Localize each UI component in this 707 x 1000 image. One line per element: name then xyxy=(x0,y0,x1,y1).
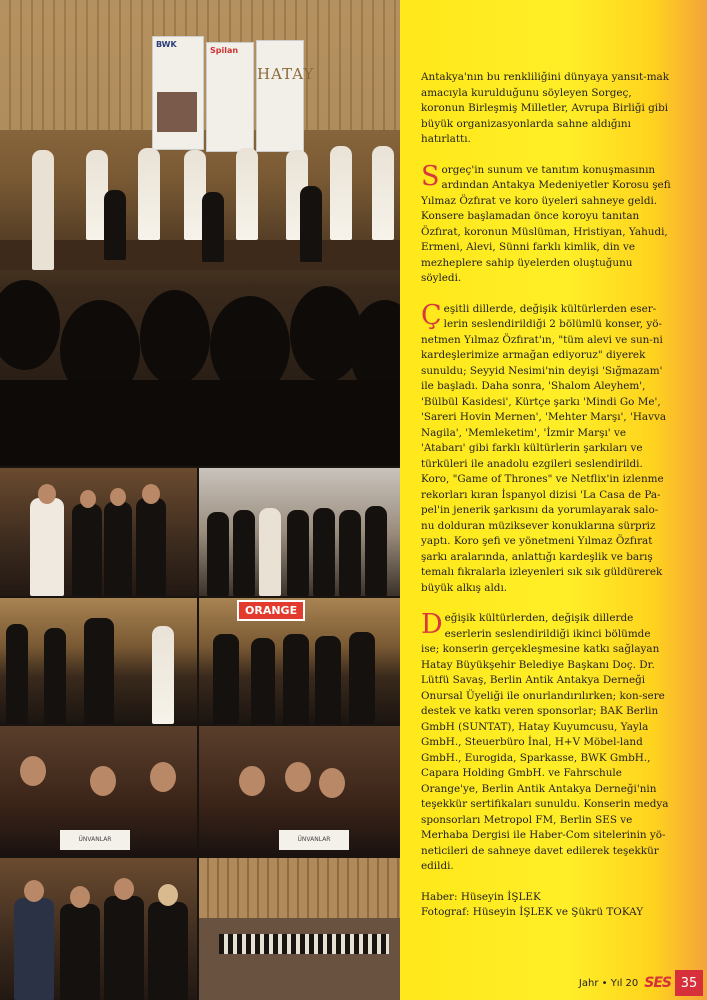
sponsor-banner-spilan: Spilan xyxy=(206,42,254,152)
audience-head xyxy=(150,762,176,792)
orange-sign: ORANGE xyxy=(237,600,305,621)
guest xyxy=(283,634,309,724)
page-footer xyxy=(579,970,703,996)
guest xyxy=(213,634,239,724)
drop-cap: Ç xyxy=(421,299,442,331)
audience-head xyxy=(319,768,345,798)
choir-member xyxy=(287,510,309,596)
guest xyxy=(30,498,64,596)
certificate-photo-right xyxy=(199,598,400,724)
choir-singer xyxy=(138,148,160,240)
guest xyxy=(148,902,188,1000)
audience-head xyxy=(20,756,46,786)
hall-group-photo xyxy=(199,468,400,596)
guest-head xyxy=(114,878,134,900)
guest xyxy=(136,498,166,596)
certificate-photo-left xyxy=(0,598,197,724)
text-panel xyxy=(400,0,707,1000)
guest xyxy=(60,904,100,1000)
choir-member xyxy=(44,628,66,724)
presenter xyxy=(84,618,114,724)
sponsor-banner-hatay: HATAY xyxy=(256,40,304,152)
choir-member xyxy=(313,508,335,596)
page-number: 35 xyxy=(675,970,703,996)
conductor xyxy=(32,150,54,270)
article-body xyxy=(421,70,671,921)
audience-head xyxy=(239,766,265,796)
guest xyxy=(251,638,275,724)
paragraph: Değişik kültürlerden, değişik dillerde eserlerin seslendirildiği ikinci bölümde ise; konserin gerçekleşmesine katkı sağlayan Hatay Büyükşehir Belediye Başkanı Doç. Dr. Lütfü Savaş, Berlin Antik Antakya Derneği Onursal Üyeliği ile onurlandırılırken; kon-sere destek ve katkı veren sponsorlar; BAK Berlin GmbH (SUNTAT), Hatay Kuyumcusu, Yayla GmbH., Steuerbüro İnal, H+V Möbel-land GmbH., Eurogida, Sparkasse, BWK GmbH., Capara Holding GmbH. ve Fahrschule Orange'ye, Berlin Antik Antakya Derneği'nin teşekkür sertifikaları sunuldu. Konserin medya sponsorları Metropol FM, Berlin SES ve Merhaba Dergisi ile Haber-Com sitelerinin yö-neticileri de sahneye davet edilerek teşekkür edildi. xyxy=(421,609,669,872)
guest xyxy=(104,896,144,1000)
choir-member xyxy=(207,512,229,596)
audience-head xyxy=(90,766,116,796)
group-photo xyxy=(0,468,197,596)
guest-head xyxy=(80,490,96,508)
news-credit: Haber: Hüseyin İŞLEK xyxy=(421,890,541,903)
choir-stage-photo xyxy=(0,0,400,466)
guest-head xyxy=(24,880,44,902)
drop-cap: D xyxy=(421,609,443,640)
drop-cap: S xyxy=(421,160,440,192)
paragraph: Sorgeç'in sunum ve tanıtım konuşmasının ardından Antakya Medeniyetler Korosu şefi Yılmaz Özfırat ve koro üyeleri sahneye geldi. Konsere başlamadan önce koroyu tanıtan Özfırat, koronun Müslüman, Hristiyan, Yahudi, Ermeni, Alevi, Sünni farklı kimlik, din ve mezheplere sahip üyelerden oluştuğunu söyledi. xyxy=(421,160,671,284)
audience-head xyxy=(0,280,60,370)
credits xyxy=(421,890,671,921)
choir-member xyxy=(365,506,387,596)
guest xyxy=(315,636,341,724)
choir-member xyxy=(259,508,281,596)
choir-member xyxy=(233,510,255,596)
choir-member xyxy=(339,510,361,596)
audience-photo-left xyxy=(0,726,197,856)
certificate-sign: ÜNVANLAR xyxy=(60,830,130,850)
guest-head xyxy=(142,484,160,504)
certificate-sign: ÜNVANLAR xyxy=(279,830,349,850)
audience-head xyxy=(285,762,311,792)
musician xyxy=(202,192,224,262)
choir-singer xyxy=(372,146,394,240)
audience-head xyxy=(140,290,210,385)
ses-logo: SES xyxy=(644,975,671,991)
guest-head xyxy=(38,484,56,504)
guests-photo xyxy=(0,858,197,1000)
musician xyxy=(300,186,322,262)
wide-stage-photo xyxy=(199,858,400,1000)
paragraph: Çeşitli dillerde, değişik kültürlerden eser-lerin seslendirildiği 2 bölümlü konser, yö-netmen Yılmaz Özfırat'ın, "tüm alevi ve sun-ni kardeşlerimize armağan ediyoruz" diyerek sunuldu; Seyyid Nesimi'nin deyişi 'Sığmazam' ile başladı. Daha sonra, 'Shalom Aleyhem', 'Bülbül Kasidesi', Kürtçe şarkı 'Mindi Go Me', 'Sareri Hovin Mernen', 'Mehter Marşı', 'Havva Nagila', 'Memleketim', 'İzmir Marşı' ve 'Atabarı' gibi farklı kültürlerin şarkıları ve türküleri ile anadolu ezgileri seslendirildi. Koro, "Game of Thrones" ve Netflix'in izlenme rekorları kıran İspanyol dizisi 'La Casa de Pa-pel'in jenerik şarkısını da yorumlayarak salo-nu dolduran müziksever konuklarına sürpriz yaptı. Koro şefi ve yönetmeni Yılmaz Özfırat şarkı aralarında, anlattığı kardeşlik ve barış temalı fıkralarla izleyenleri sık sık güldürerek büyük alkış aldı. xyxy=(421,299,667,594)
choir-member xyxy=(6,624,28,724)
guest-head xyxy=(110,488,126,506)
guest xyxy=(14,898,54,1000)
photo-credit: Fotograf: Hüseyin İŞLEK ve Şükrü TOKAY xyxy=(421,906,644,918)
guest xyxy=(72,504,102,596)
guest xyxy=(349,632,375,724)
issue-label: Jahr • Yıl 20 xyxy=(578,977,639,989)
choir-singer xyxy=(330,146,352,240)
paragraph: Antakya'nın bu renkliliğini dünyaya yansıt-mak amacıyla kurulduğunu söyleyen Sorgeç, koronun Birleşmiş Milletler, Avrupa Birliği gibi büyük organizasyonlarda sahne aldığını hatırlattı. xyxy=(421,71,670,145)
guest xyxy=(104,502,132,596)
guest-head xyxy=(158,884,178,906)
choir-singer xyxy=(152,626,174,724)
musician xyxy=(104,190,126,260)
guest-head xyxy=(70,886,90,908)
choir-singer xyxy=(236,148,258,240)
sponsor-banner-bwk: BWK xyxy=(152,36,204,150)
audience-photo-right xyxy=(199,726,400,856)
